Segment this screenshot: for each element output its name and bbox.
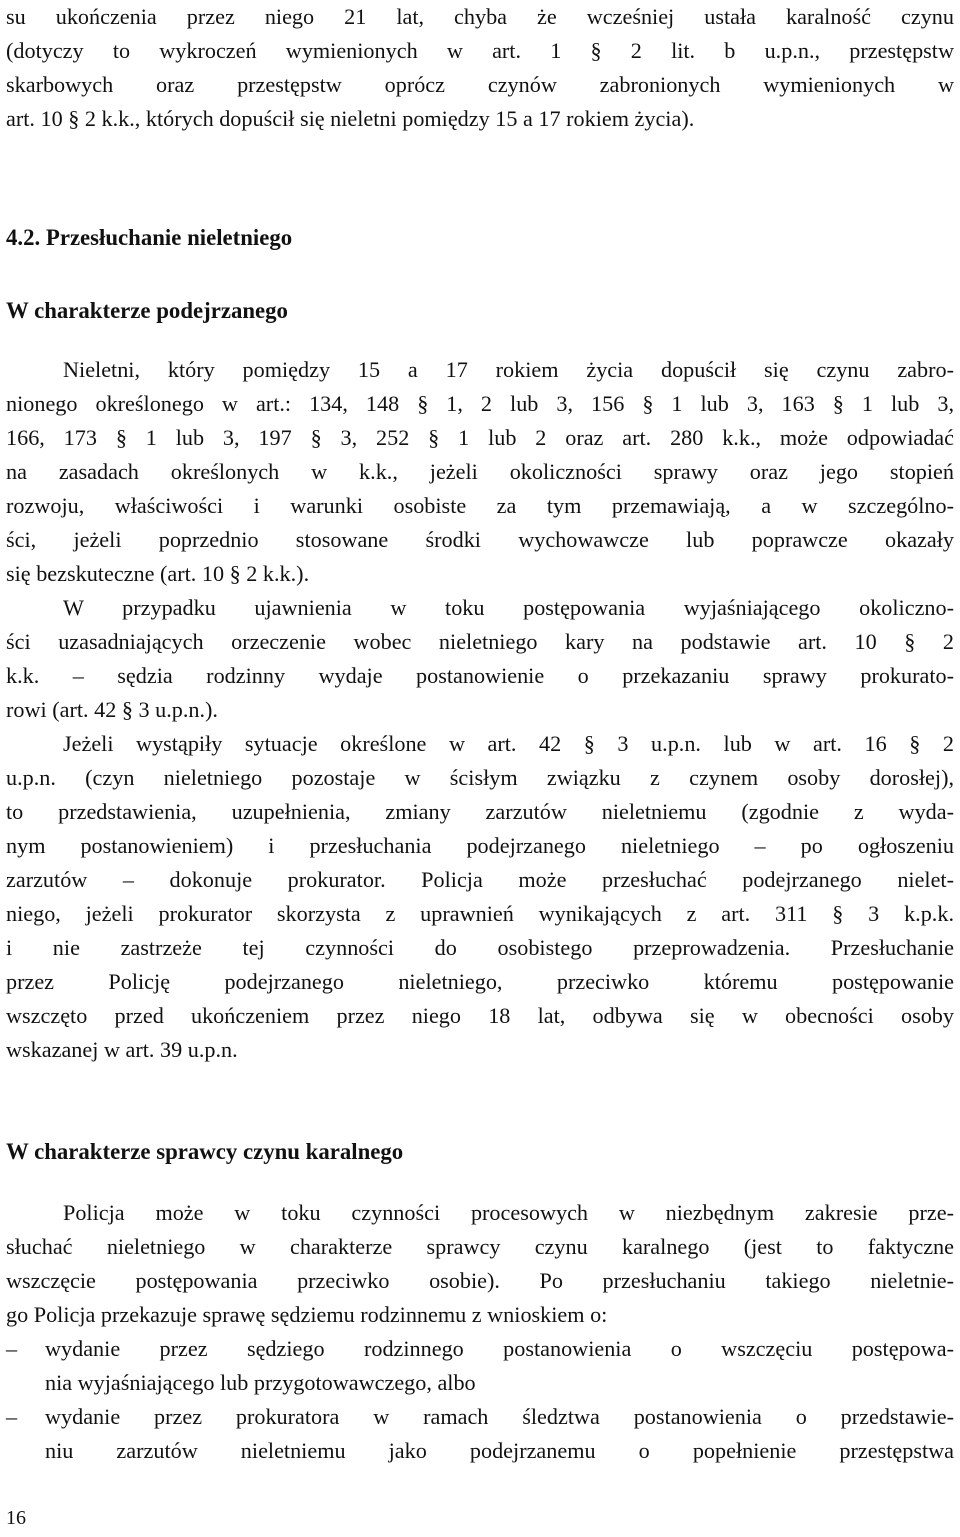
text-line: i nie zastrzeże tej czynności do osobistego przeprowadzenia. Przesłuchanie	[6, 935, 954, 960]
text-line: su ukończenia przez niego 21 lat, chyba że wcześniej ustała karalność czynu	[6, 4, 954, 29]
text-line: wszczęcie postępowania przeciwko osobie). Po przesłuchaniu takiego nieletnie-	[6, 1268, 954, 1293]
subheading-suspect: W charakterze podejrzanego	[6, 298, 288, 323]
text-line: to przedstawienia, uzupełnienia, zmiany zarzutów nieletniemu (zgodnie z wyda-	[6, 799, 954, 824]
text-line: ści, jeżeli poprzednio stosowane środki wychowawcze lub poprawcze okazały	[6, 527, 954, 552]
list-item-line: niu zarzutów nieletniemu jako podejrzanemu o popełnienie przestępstwa	[45, 1438, 954, 1463]
text-line: Jeżeli wystąpiły sytuacje określone w art. 42 § 3 u.p.n. lub w art. 16 § 2	[63, 731, 954, 756]
text-line: go Policja przekazuje sprawę sędziemu rodzinnemu z wnioskiem o:	[6, 1302, 608, 1327]
list-dash: –	[6, 1404, 18, 1429]
section-heading: 4.2. Przesłuchanie nieletniego	[6, 225, 293, 250]
page-number: 16	[6, 1507, 26, 1529]
subheading-perpetrator: W charakterze sprawcy czynu karalnego	[6, 1139, 404, 1164]
text-line: rowi (art. 42 § 3 u.p.n.).	[6, 697, 218, 722]
text-line: nym postanowieniem) i przesłuchania podejrzanego nieletniego – po ogłoszeniu	[6, 833, 954, 858]
text-line: niego, jeżeli prokurator skorzysta z uprawnień wynikających z art. 311 § 3 k.p.k.	[6, 901, 954, 926]
text-line: słuchać nieletniego w charakterze sprawcy czynu karalnego (jest to faktyczne	[6, 1234, 954, 1259]
text-line: rozwoju, właściwości i warunki osobiste za tym przemawiają, a w szczególno-	[6, 493, 954, 518]
text-line: nionego określonego w art.: 134, 148 § 1, 2 lub 3, 156 § 1 lub 3, 163 § 1 lub 3,	[6, 391, 954, 416]
text-line: W przypadku ujawnienia w toku postępowania wyjaśniającego okoliczno-	[63, 595, 954, 620]
list-item-line: wydanie przez sędziego rodzinnego postanowienia o wszczęciu postępowa-	[45, 1336, 954, 1361]
text-line: k.k. – sędzia rodzinny wydaje postanowienie o przekazaniu sprawy prokurato-	[6, 663, 954, 688]
text-line: na zasadach określonych w k.k., jeżeli okoliczności sprawy oraz jego stopień	[6, 459, 954, 484]
text-line: się bezskuteczne (art. 10 § 2 k.k.).	[6, 561, 310, 586]
text-line: 166, 173 § 1 lub 3, 197 § 3, 252 § 1 lub 2 oraz art. 280 k.k., może odpowiadać	[6, 425, 954, 450]
list-item-line: nia wyjaśniającego lub przygotowawczego, albo	[45, 1370, 476, 1395]
text-line: Nieletni, który pomiędzy 15 a 17 rokiem życia dopuścił się czynu zabro-	[63, 357, 954, 382]
text-line: wszczęto przed ukończeniem przez niego 18 lat, odbywa się w obecności osoby	[6, 1003, 954, 1028]
text-line: skarbowych oraz przestępstw oprócz czynów zabronionych wymienionych w	[6, 72, 954, 97]
list-item-line: wydanie przez prokuratora w ramach śledztwa postanowienia o przedstawie-	[45, 1404, 954, 1429]
text-line: (dotyczy to wykroczeń wymienionych w art. 1 § 2 lit. b u.p.n., przestępstw	[6, 38, 954, 63]
text-line: przez Policję podejrzanego nieletniego, przeciwko któremu postępowanie	[6, 969, 954, 994]
text-line: Policja może w toku czynności procesowych w niezbędnym zakresie prze-	[63, 1200, 954, 1225]
text-line: u.p.n. (czyn nieletniego pozostaje w ścisłym związku z czynem osoby dorosłej),	[6, 765, 954, 790]
text-line: zarzutów – dokonuje prokurator. Policja może przesłuchać podejrzanego nielet-	[6, 867, 954, 892]
text-line: ści uzasadniających orzeczenie wobec nieletniego kary na podstawie art. 10 § 2	[6, 629, 954, 654]
list-dash: –	[6, 1336, 18, 1361]
text-line: wskazanej w art. 39 u.p.n.	[6, 1037, 238, 1062]
text-line: art. 10 § 2 k.k., których dopuścił się nieletni pomiędzy 15 a 17 rokiem życia).	[6, 106, 695, 131]
